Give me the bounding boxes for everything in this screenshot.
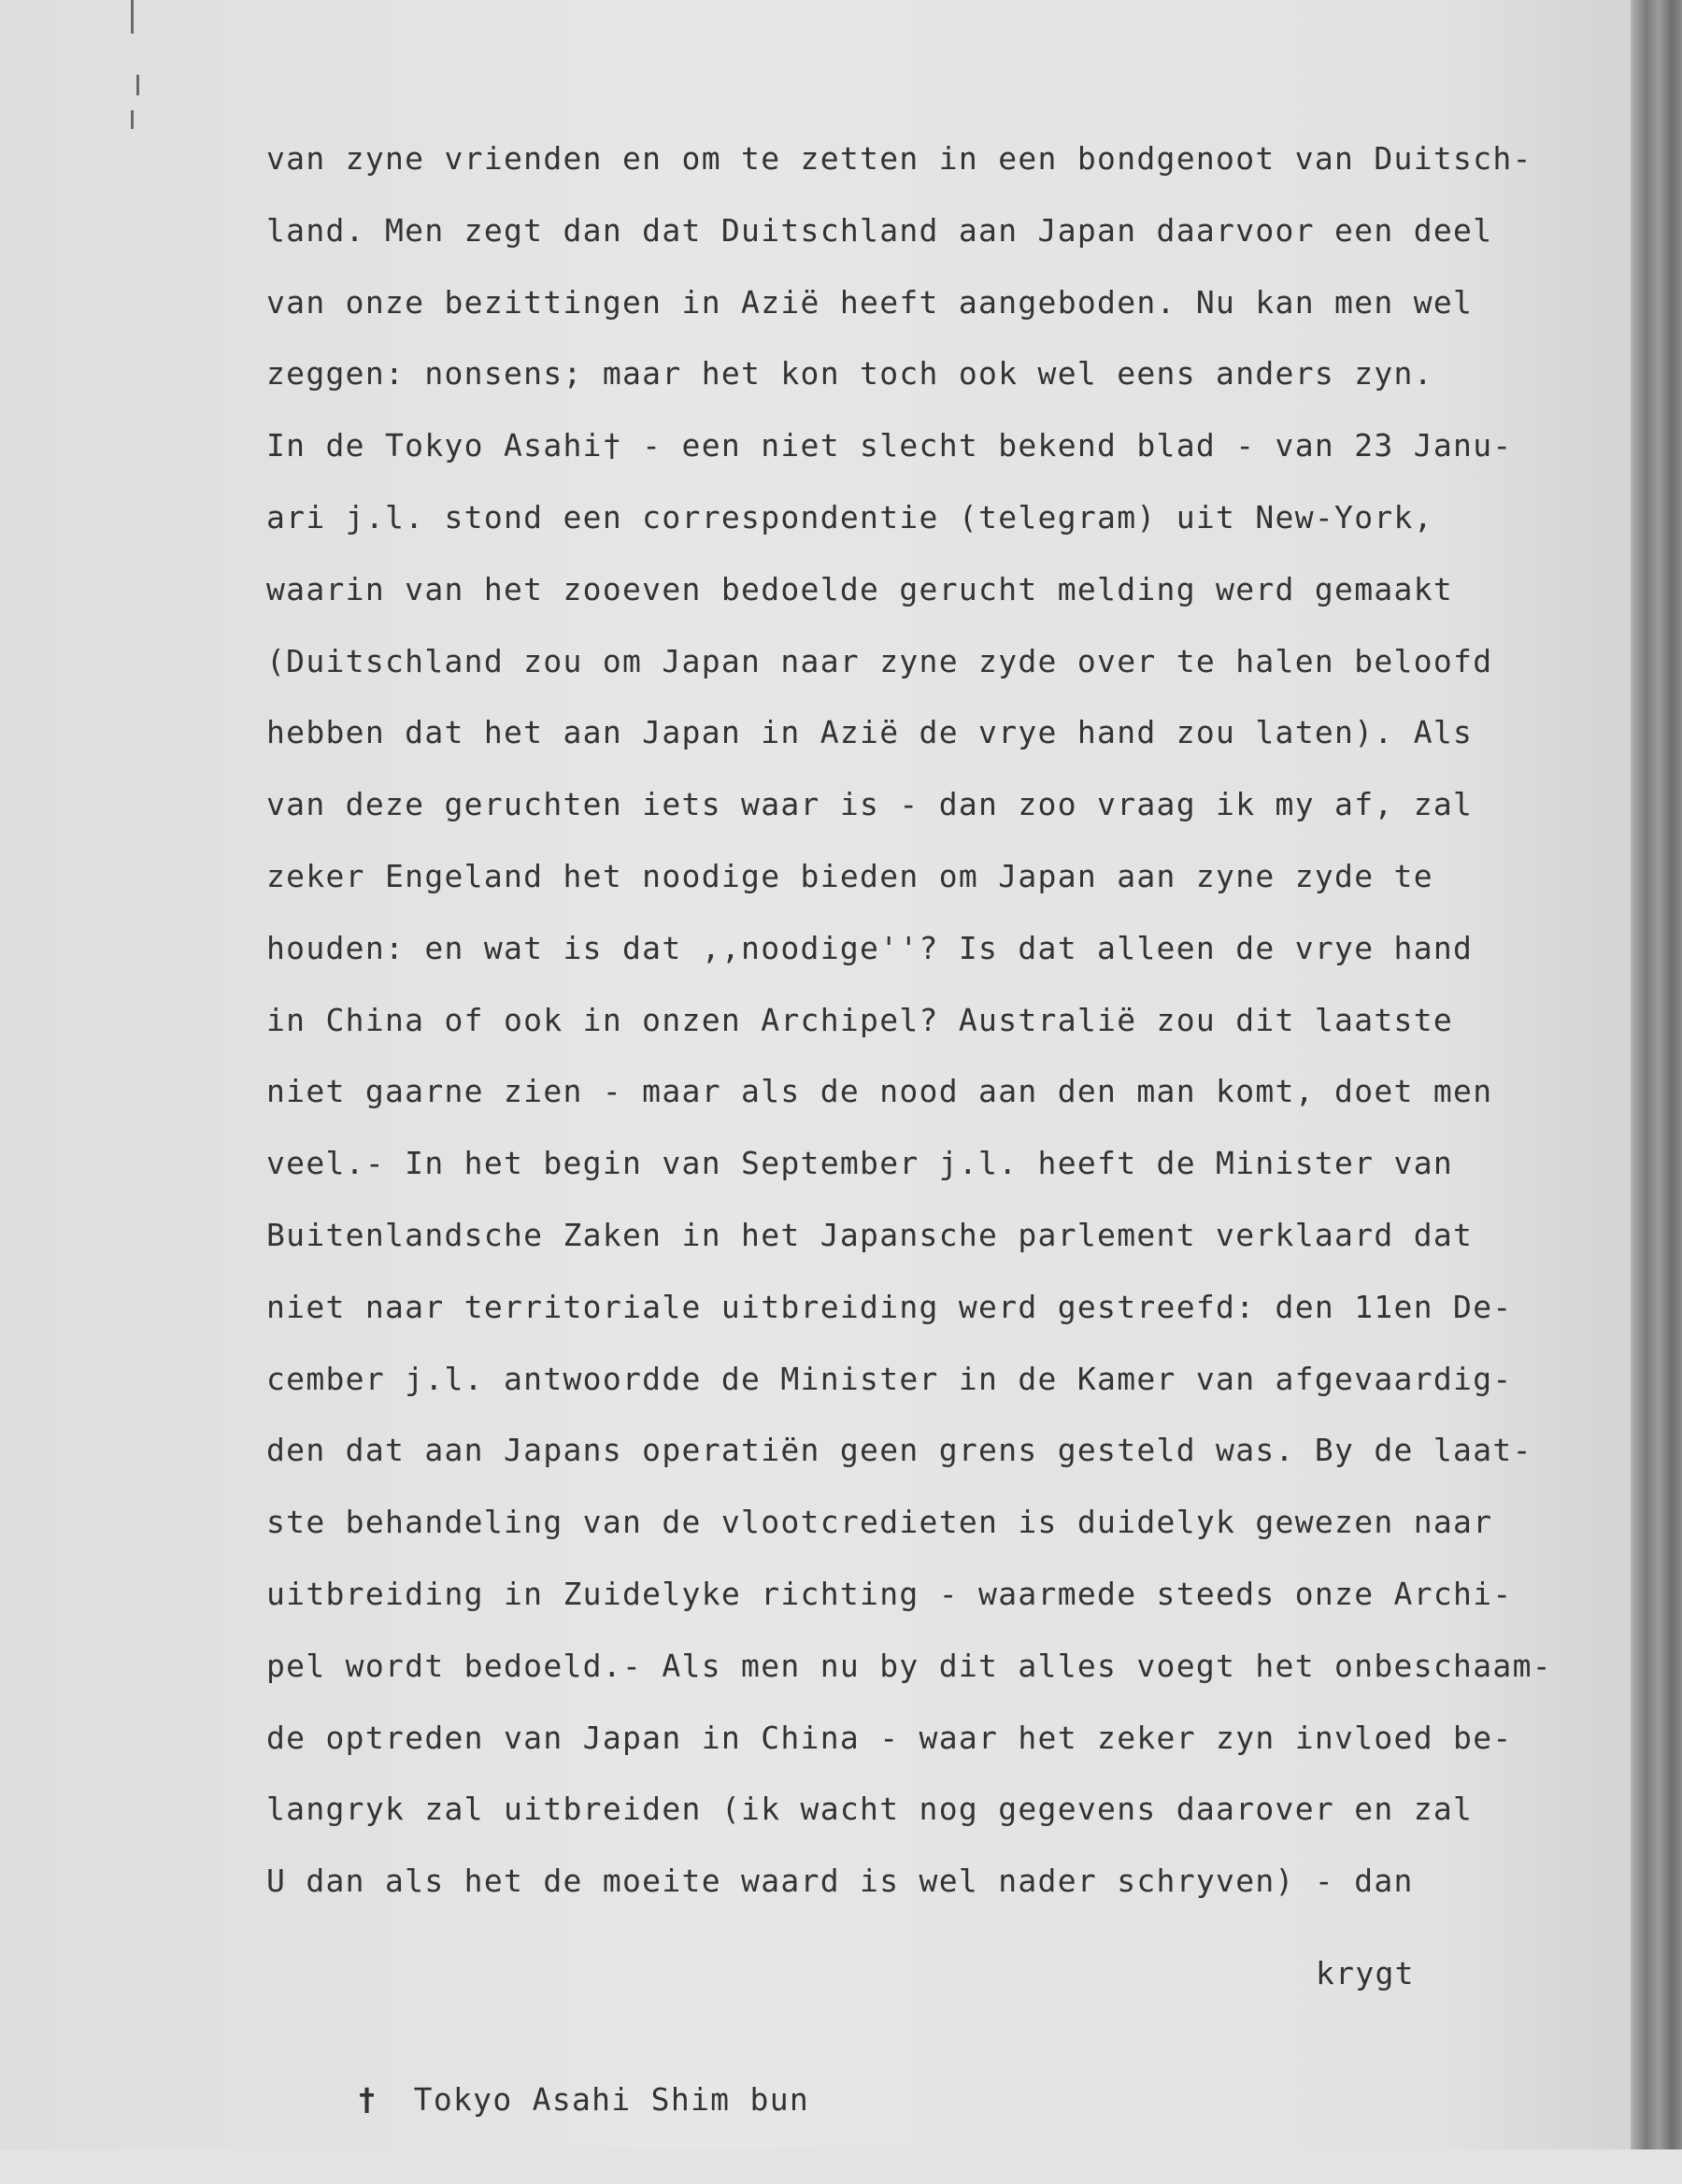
footnote-text: Tokyo Asahi Shim bun	[413, 2081, 810, 2118]
text-line: van deze geruchten iets waar is - dan zoo vraag ik my af, zal	[266, 786, 1474, 823]
text-line: in China of ook in onzen Archipel? Australië zou dit laatste	[266, 1001, 1454, 1038]
text-line: houden: en wat is dat ,,noodige''? Is dat alleen de vrye hand	[266, 929, 1474, 966]
text-line: (Duitschland zou om Japan naar zyne zyde over te halen beloofd	[266, 642, 1493, 679]
text-line: van zyne vrienden en om te zetten in een bondgenoot van Duitsch-	[266, 140, 1532, 177]
text-line: pel wordt bedoeld.- Als men nu by dit alles voegt het onbeschaam-	[266, 1647, 1552, 1684]
text-line: Buitenlandsche Zaken in het Japansche parlement verklaard dat	[266, 1216, 1474, 1253]
scan-speck	[131, 0, 134, 34]
text-line: uitbreiding in Zuidelyke richting - waarmede steeds onze Archi-	[266, 1575, 1513, 1612]
text-line: de optreden van Japan in China - waar het zeker zyn invloed be-	[266, 1719, 1513, 1756]
scan-speck	[136, 75, 139, 95]
text-line: ari j.l. stond een correspondentie (telegram) uit New-York,	[266, 498, 1433, 535]
text-line: waarin van het zooeven bedoelde gerucht melding werd gemaakt	[266, 570, 1454, 607]
text-line: land. Men zegt dan dat Duitschland aan Japan daarvoor een deel	[266, 211, 1493, 249]
text-line: zeggen: nonsens; maar het kon toch ook wel eens anders zyn.	[266, 355, 1433, 393]
text-line: In de Tokyo Asahi† - een niet slecht bekend blad - van 23 Janu-	[266, 427, 1513, 464]
scan-speck	[131, 110, 134, 129]
text-line: van onze bezittingen in Azië heeft aangeboden. Nu kan men wel	[266, 283, 1474, 321]
typewritten-body-text	[266, 131, 1640, 1925]
text-line: veel.- In het begin van September j.l. heeft de Minister van	[266, 1145, 1454, 1182]
text-line: zeker Engeland het noodige bieden om Japan aan zyne zyde te	[266, 857, 1433, 894]
footnote-dagger-mark: †	[357, 2081, 378, 2118]
catchword: krygt	[1316, 1955, 1415, 1991]
text-line: hebben dat het aan Japan in Azië de vrye hand zou laten). Als	[266, 714, 1474, 751]
text-line: U dan als het de moeite waard is wel nader schryven) - dan	[266, 1863, 1414, 1900]
text-line: langryk zal uitbreiden (ik wacht nog gegevens daarover en zal	[266, 1791, 1474, 1828]
text-line: den dat aan Japans operatiën geen grens gesteld was. By de laat-	[266, 1432, 1532, 1469]
text-line: niet gaarne zien - maar als de nood aan den man komt, doet men	[266, 1073, 1493, 1110]
text-line: ste behandeling van de vlootcredieten is duidelyk gewezen naar	[266, 1504, 1493, 1541]
text-line: niet naar territoriale uitbreiding werd gestreefd: den 11en De-	[266, 1288, 1513, 1325]
text-line: cember j.l. antwoordde de Minister in de Kamer van afgevaardig-	[266, 1360, 1513, 1397]
footnote	[278, 2016, 809, 2184]
